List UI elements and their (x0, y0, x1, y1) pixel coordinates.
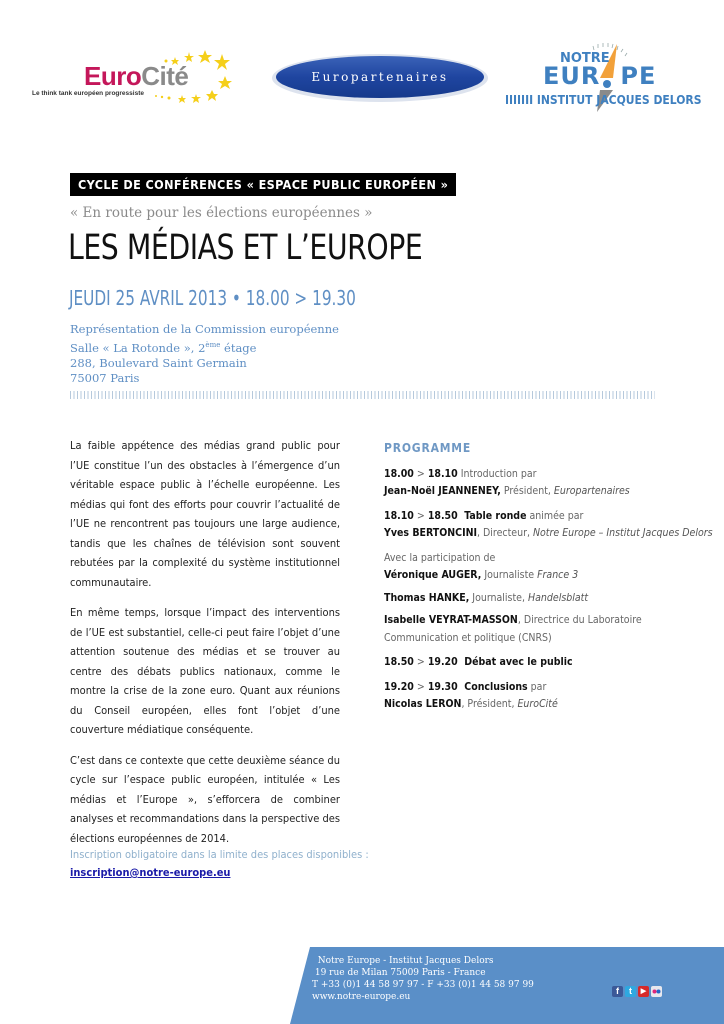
item-title: Conclusions (457, 680, 528, 693)
item-title: Débat avec le public (457, 656, 573, 668)
participant-role: Journaliste, (469, 591, 528, 604)
notre-europe-eur: EUR (543, 62, 601, 90)
event-date: JEUDI 25 AVRIL 2013 • 18.00 > 19.30 (69, 286, 356, 310)
speaker-role: , Directeur, (477, 527, 533, 539)
participant-name: Isabelle VEYRAT-MASSON (384, 614, 518, 626)
time-sep: > (413, 656, 428, 668)
twitter-icon[interactable]: t (625, 986, 636, 997)
footer-address: Notre Europe - Institut Jacques Delors 19 rue de Milan 75009 Paris - France T +33 (0)1 44 58 97 97 - F +33 (0)1 44 58 97 99 www.notre-europe.eu (312, 956, 534, 1002)
description-paragraph: En même temps, lorsque l’impact des interventions de l’UE est substantiel, celle-ci peut faire l’objet d’une attention soutenue des médias et se trouver au centre des débats publics nationaux, comme le montre la crise de la zone euro. Quant aux réunions du Conseil européen, elles font l’objet d’une couverture médiatique conséquente. (70, 606, 340, 736)
venue-floor-sup: ème (205, 340, 221, 349)
participant-org: Handelsblatt (528, 591, 589, 604)
speaker-org: EuroCité (517, 698, 558, 710)
participant-role: , Directrice du Laboratoire (517, 614, 642, 626)
time-end: 18.10 (427, 467, 458, 480)
time-sep: > (413, 467, 428, 480)
participant-name: Thomas HANKE, (384, 591, 470, 604)
item-desc: par (527, 680, 547, 693)
venue-address (70, 322, 339, 387)
speaker-org: Europartenaires (553, 485, 630, 497)
time-start: 18.10 (384, 509, 414, 522)
item-desc: Introduction par (457, 467, 537, 480)
venue-room: Salle « La Rotonde », 2 (70, 340, 206, 355)
time-sep: > (413, 509, 428, 522)
europartenaires-logo (270, 50, 490, 104)
event-subtitle: « En route pour les élections européennes » (70, 205, 373, 221)
registration-note: Inscription obligatoire dans la limite des places disponibles : (70, 848, 369, 861)
participants (384, 550, 684, 648)
participant-role: Communication et politique (CNRS) (384, 631, 552, 644)
venue-line: 288, Boulevard Saint Germain (70, 355, 247, 370)
participant-role: Journaliste (481, 569, 538, 581)
page-title: LES MÉDIAS ET L’EUROPE (68, 228, 423, 268)
notre-europe-notre: NOTRE (560, 51, 610, 66)
eurocite-logo (32, 44, 237, 104)
notre-europe-institut: IIIIIII INSTITUT JACQUES DELORS (505, 93, 702, 107)
programme-heading: PROGRAMME (384, 441, 471, 455)
programme-item (384, 679, 684, 714)
participant-name: Véronique AUGER, (384, 569, 482, 581)
youtube-icon[interactable]: ▶ (638, 986, 649, 997)
time-start: 18.00 (384, 467, 414, 480)
speaker-role: , Président, (461, 698, 518, 710)
venue-line (70, 338, 339, 356)
programme-item (384, 654, 684, 672)
speaker-name: Yves BERTONCINI (384, 527, 478, 539)
item-title: Table ronde (457, 509, 527, 522)
time-start: 19.20 (384, 680, 414, 693)
programme-item (384, 508, 713, 543)
time-end: 18.50 (427, 509, 458, 522)
notre-europe-europe (543, 62, 656, 90)
eurocite-tagline: Le think tank européen progressiste (32, 90, 144, 97)
participation-intro: Avec la participation de (384, 551, 496, 564)
dotted-divider (70, 391, 655, 399)
speaker-name: Jean-Noël JEANNENEY, (384, 485, 501, 497)
venue-floor: étage (220, 340, 257, 355)
europartenaires-name: Europartenaires (311, 70, 449, 84)
flickr-dots-icon (651, 986, 662, 997)
speaker-name: Nicolas LERON (384, 698, 462, 710)
speaker-role: Président, (500, 485, 554, 497)
time-start: 18.50 (384, 656, 414, 668)
eurocite-wordmark (84, 61, 188, 92)
venue-line: 75007 Paris (70, 371, 140, 386)
notre-europe-pe: PE (620, 62, 657, 90)
facebook-icon[interactable]: f (612, 986, 623, 997)
speaker-org: Notre Europe – Institut Jacques Delors (532, 527, 713, 539)
time-end: 19.20 (427, 656, 458, 668)
programme-item (384, 466, 684, 501)
description-paragraph: La faible appétence des médias grand public pour l’UE constitue l’un des obstacles à l’émergence d’un véritable espace public à l’échelle européenne. Les médias qui font des efforts pour couvrir l’actualité de l’UE ne rencontrent pas toujours une large audience, tandis que les chaînes de télévision sont souvent rebutées par la complexité du système institutionnel communautaire. (70, 439, 340, 589)
description (70, 436, 340, 859)
programme (384, 440, 713, 721)
series-banner: CYCLE DE CONFÉRENCES « ESPACE PUBLIC EUROPÉEN » (70, 173, 456, 196)
notre-europe-logo (505, 38, 702, 113)
footer (290, 947, 724, 1024)
participant-org: France 3 (537, 569, 579, 581)
time-end: 19.30 (427, 680, 458, 693)
flickr-icon[interactable] (651, 986, 662, 997)
registration-email-link[interactable]: inscription@notre-europe.eu (70, 866, 231, 879)
venue-line: Représentation de la Commission européenne (70, 322, 339, 336)
time-sep: > (413, 680, 428, 693)
eurocite-cite: Cité (141, 61, 189, 91)
item-desc: animée par (526, 509, 584, 522)
social-links (612, 986, 662, 997)
eurocite-euro: Euro (84, 61, 142, 91)
description-paragraph: C’est dans ce contexte que cette deuxième séance du cycle sur l’espace public européen, intitulée « Les médias et l’Europe », s’efforcera de combiner analyses et recommandations dans la perspective des élections européennes de 2014. (70, 753, 340, 845)
registration (70, 846, 369, 882)
